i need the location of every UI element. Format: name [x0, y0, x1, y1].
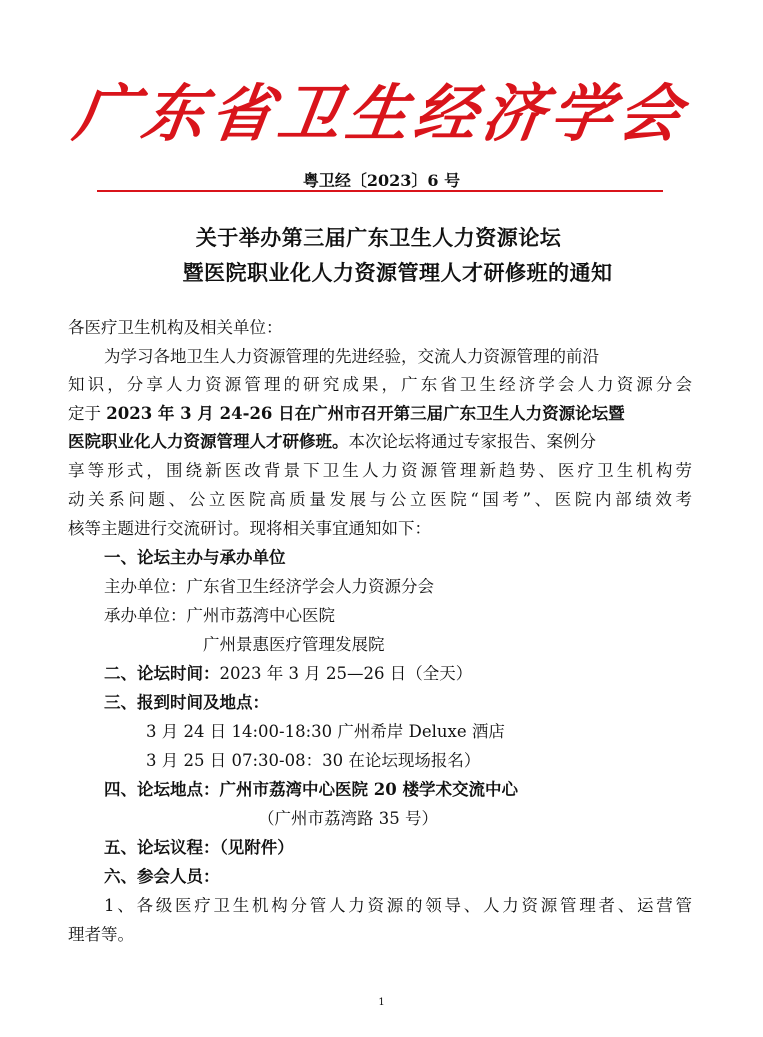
organizer-unit: 承办单位：广州市荔湾中心医院 — [104, 606, 335, 625]
intro-event-name: 医院职业化人力资源管理人才研修班。 — [68, 432, 349, 451]
page-number: 1 — [378, 997, 385, 1008]
intro-line-5: 享等形式，围绕新医改背景下卫生人力资源管理新趋势、医疗卫生机构劳 — [68, 461, 692, 480]
registration-item-2: 3 月 25 日 07:30-08：30 在论坛现场报名） — [146, 751, 481, 770]
organizer-unit-2: 广州景惠医疗管理发展院 — [203, 635, 385, 654]
section-3-heading: 三、报到时间及地点： — [104, 693, 269, 712]
venue-address: （广州市荔湾路 35 号） — [258, 809, 438, 828]
header-divider — [97, 190, 663, 192]
participants-item-1-line-2: 理者等。 — [68, 925, 134, 944]
intro-line-7: 核等主题进行交流研讨。现将相关事宜通知如下： — [68, 519, 431, 538]
host-unit: 主办单位：广东省卫生经济学会人力资源分会 — [104, 577, 434, 596]
document-number: 粤卫经〔2023〕6 号 — [302, 171, 461, 190]
salutation: 各医疗卫生机构及相关单位： — [68, 318, 283, 337]
registration-item-1: 3 月 24 日 14:00-18:30 广州希岸 Deluxe 酒店 — [146, 722, 505, 741]
section-4-heading: 四、论坛地点：广州市荔湾中心医院 20 楼学术交流中心 — [104, 780, 518, 799]
section-5-heading: 五、论坛议程：（见附件） — [104, 838, 294, 857]
intro-line-4 — [68, 432, 596, 452]
notice-title-line-1: 关于举办第三届广东卫生人力资源论坛 — [195, 225, 562, 250]
intro-line-2: 知识，分享人力资源管理的研究成果，广东省卫生经济学会人力资源分会 — [68, 375, 692, 394]
section-2-forum-time — [104, 664, 472, 684]
intro-line-1: 为学习各地卫生人力资源管理的先进经验，交流人力资源管理的前沿 — [104, 347, 599, 366]
organization-name-header: 广东省卫生经济学会 — [69, 77, 692, 150]
intro-line-6: 动关系问题、公立医院高质量发展与公立医院“国考”、医院内部绩效考 — [68, 490, 692, 509]
section-6-heading: 六、参会人员： — [104, 867, 220, 886]
section-1-heading: 一、论坛主办与承办单位 — [104, 548, 286, 567]
intro-line-3-prefix: 定于 — [68, 404, 107, 423]
intro-line-3 — [68, 404, 625, 424]
participants-item-1-line-1: 1、各级医疗卫生机构分管人力资源的领导、人力资源管理者、运营管 — [104, 896, 692, 915]
intro-line-4-rest: 本次论坛将通过专家报告、案例分 — [348, 432, 596, 451]
intro-event-date: 2023 年 3 月 24-26 日在广州市召开第三届广东卫生人力资源论坛暨 — [106, 404, 625, 423]
section-2-label: 二、论坛时间： — [104, 664, 220, 683]
section-2-value: 2023 年 3 月 25—26 日（全天） — [219, 664, 473, 683]
notice-title-line-2: 暨医院职业化人力资源管理人才研修班的通知 — [182, 260, 613, 285]
